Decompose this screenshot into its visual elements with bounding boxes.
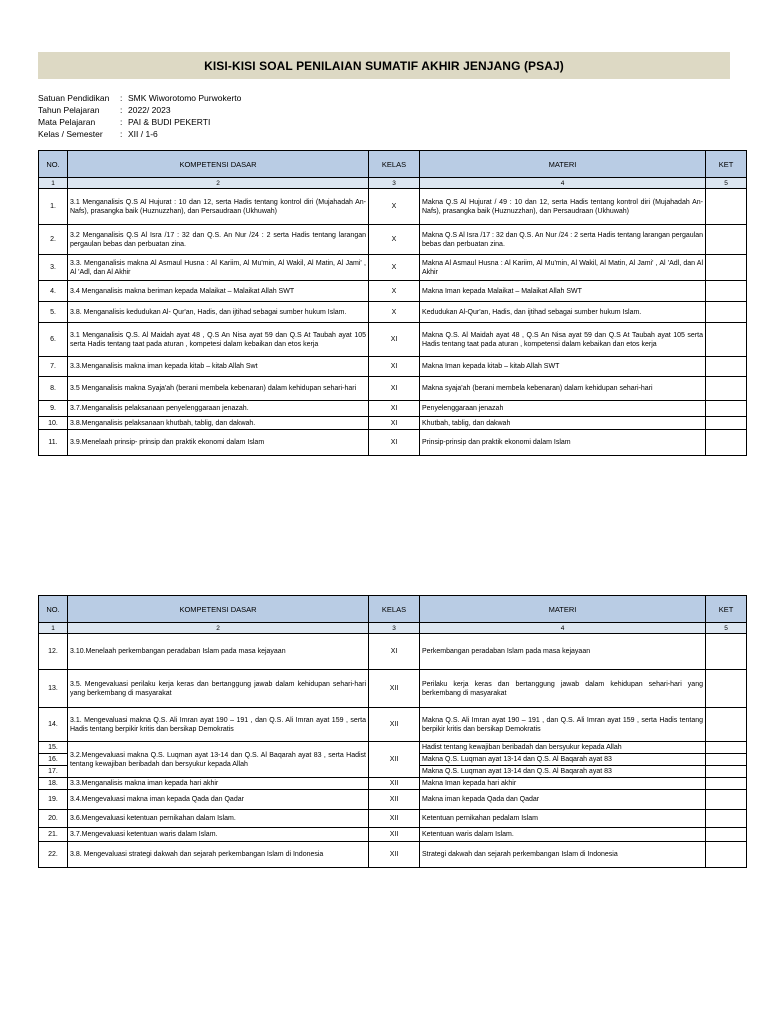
header-materi: MATERI	[420, 151, 706, 178]
column-number: 1	[39, 178, 68, 189]
page-title-text: KISI-KISI SOAL PENILAIAN SUMATIF AKHIR JENJANG (PSAJ)	[204, 58, 564, 73]
row-materi: Perkembangan peradaban Islam pada masa kejayaan	[420, 634, 706, 670]
row-kelas: X	[369, 225, 420, 255]
row-kelas: XI	[369, 323, 420, 357]
meta-value: 2022/ 2023	[128, 105, 171, 115]
column-number: 3	[369, 178, 420, 189]
table-row	[39, 708, 747, 742]
table-row	[39, 790, 747, 810]
row-kelas: X	[369, 281, 420, 302]
column-number: 5	[706, 178, 747, 189]
row-ket	[706, 810, 747, 828]
row-kompetensi-dasar: 3.8. Menganalisis kedudukan Al- Qur'an, Hadis, dan ijtihad sebagai sumber hukum Islam.	[68, 302, 369, 323]
row-kelas: X	[369, 189, 420, 225]
row-materi: Makna Al Asmaul Husna : Al Kariim, Al Mu'min, Al Wakil, Al Matin, Al Jami' , Al 'Adl, dan Al Akhir	[420, 255, 706, 281]
table-row	[39, 255, 747, 281]
row-materi: Makna Iman kepada kitab – kitab Allah SWT	[420, 357, 706, 377]
column-number: 4	[420, 178, 706, 189]
table-row	[39, 670, 747, 708]
row-materi: Makna Q.S. Al Maidah ayat 48 , Q.S An Nisa ayat 59 dan Q.S At Taubah ayat 105 serta Hadis tentang taat pada aturan , kompetensi dalam kebaikan dan etos kerja	[420, 323, 706, 357]
row-ket	[706, 255, 747, 281]
row-kompetensi-dasar: 3.8.Menganalisis pelaksanaan khutbah, tablig, dan dakwah.	[68, 417, 369, 430]
meta-sep: :	[120, 129, 123, 139]
page-title	[38, 52, 730, 79]
row-ket	[706, 189, 747, 225]
row-materi: Makna Iman kepada hari akhir	[420, 778, 706, 790]
row-ket	[706, 778, 747, 790]
header-materi: MATERI	[420, 596, 706, 623]
row-ket	[706, 357, 747, 377]
row-no: 21.	[39, 828, 68, 842]
row-kompetensi-dasar: 3.3. Menganalisis makna Al Asmaul Husna : Al Kariim, Al Mu'min, Al Wakil, Al Matin, Al Jami' , Al 'Adl, dan Al Akhir	[68, 255, 369, 281]
kisi-kisi-table-1	[38, 150, 747, 456]
meta-sep: :	[120, 105, 123, 115]
row-materi: Strategi dakwah dan sejarah perkembangan Islam di Indonesia	[420, 842, 706, 868]
row-kelas: XI	[369, 417, 420, 430]
row-kompetensi-dasar: 3.1. Mengevaluasi makna Q.S. Ali Imran ayat 190 – 191 , dan Q.S. Ali Imran ayat 159 , serta Hadis tentang berpikir kritis dan bersikap Demokratis	[68, 708, 369, 742]
table-row	[39, 810, 747, 828]
row-kelas: XII	[369, 742, 420, 778]
row-kompetensi-dasar: 3.3.Menganalisis makna iman kepada kitab – kitab Allah Swt	[68, 357, 369, 377]
row-ket	[706, 742, 747, 754]
row-kelas: XI	[369, 430, 420, 456]
row-no: 4.	[39, 281, 68, 302]
row-kompetensi-dasar: 3.5. Mengevaluasi perilaku kerja keras dan bertanggung jawab dalam kehidupan sehari-hari yang berkembang di masyarakat	[68, 670, 369, 708]
column-number: 2	[68, 178, 369, 189]
row-kompetensi-dasar: 3.7.Menganalisis pelaksanaan penyelenggaraan jenazah.	[68, 401, 369, 417]
row-no: 22.	[39, 842, 68, 868]
row-kompetensi-dasar: 3.3.Menganalisis makna iman kepada hari akhir	[68, 778, 369, 790]
row-kompetensi-dasar: 3.7.Mengevaluasi ketentuan waris dalam Islam.	[68, 828, 369, 842]
row-kelas: XI	[369, 401, 420, 417]
row-kelas: XI	[369, 634, 420, 670]
row-kompetensi-dasar: 3.6.Mengevaluasi ketentuan pernikahan dalam Islam.	[68, 810, 369, 828]
row-ket	[706, 708, 747, 742]
header-kompetensi-dasar: KOMPETENSI DASAR	[68, 596, 369, 623]
table-row	[39, 828, 747, 842]
row-materi: Makna Q.S. Luqman ayat 13-14 dan Q.S. Al Baqarah ayat 83	[420, 766, 706, 778]
row-no: 3.	[39, 255, 68, 281]
row-materi: Makna Q.S. Ali Imran ayat 190 – 191 , dan Q.S. Ali Imran ayat 159 , serta Hadis tentang berpikir kritis dan bersikap Demokratis	[420, 708, 706, 742]
table-row	[39, 417, 747, 430]
meta-row	[38, 92, 241, 104]
row-ket	[706, 430, 747, 456]
row-no: 20.	[39, 810, 68, 828]
row-kompetensi-dasar: 3.4.Mengevaluasi makna iman kepada Qada dan Qadar	[68, 790, 369, 810]
column-number: 4	[420, 623, 706, 634]
row-ket	[706, 302, 747, 323]
row-no: 1.	[39, 189, 68, 225]
row-materi: Makna syaja'ah (berani membela kebenaran) dalam kehidupan sehari-hari	[420, 377, 706, 401]
row-kelas: XI	[369, 377, 420, 401]
row-no: 13.	[39, 670, 68, 708]
table-header-row	[39, 151, 747, 178]
column-number-row	[39, 178, 747, 189]
row-no: 12.	[39, 634, 68, 670]
row-ket	[706, 828, 747, 842]
table-row	[39, 401, 747, 417]
row-ket	[706, 790, 747, 810]
row-ket	[706, 842, 747, 868]
header-no: NO.	[39, 151, 68, 178]
row-ket	[706, 323, 747, 357]
row-materi: Prinsip-prinsip dan praktik ekonomi dalam Islam	[420, 430, 706, 456]
row-ket	[706, 417, 747, 430]
column-number-row	[39, 623, 747, 634]
row-kelas: X	[369, 302, 420, 323]
column-number: 1	[39, 623, 68, 634]
row-kompetensi-dasar: 3.9.Menelaah prinsip- prinsip dan praktik ekonomi dalam Islam	[68, 430, 369, 456]
header-kelas: KELAS	[369, 596, 420, 623]
table-row	[39, 377, 747, 401]
row-kelas: XII	[369, 842, 420, 868]
meta-value: XII / 1-6	[128, 129, 158, 139]
row-no: 11.	[39, 430, 68, 456]
column-number: 2	[68, 623, 369, 634]
table-row	[39, 357, 747, 377]
meta-row	[38, 116, 241, 128]
row-ket	[706, 634, 747, 670]
row-no: 15.	[39, 742, 68, 754]
row-ket	[706, 377, 747, 401]
table-header-row	[39, 596, 747, 623]
meta-value: PAI & BUDI PEKERTI	[128, 117, 211, 127]
row-kompetensi-dasar: 3.2.Mengevaluasi makna Q.S. Luqman ayat 13-14 dan Q.S. Al Baqarah ayat 83 , serta Hadist tentang kewajiban beribadah dan bersyukur kepada Allah	[68, 742, 369, 778]
kisi-kisi-table-2	[38, 595, 747, 868]
row-kompetensi-dasar: 3.1 Menganalisis Q.S. Al Maidah ayat 48 , Q.S An Nisa ayat 59 dan Q.S At Taubah ayat 105 serta Hadis tentang taat pada aturan , kompetesi dalam kebaikan dan etos kerja	[68, 323, 369, 357]
row-kelas: XII	[369, 828, 420, 842]
row-no: 7.	[39, 357, 68, 377]
row-materi: Ketentuan waris dalam Islam.	[420, 828, 706, 842]
header-no: NO.	[39, 596, 68, 623]
row-no: 6.	[39, 323, 68, 357]
column-number: 5	[706, 623, 747, 634]
row-materi: Ketentuan pernikahan pedalam Islam	[420, 810, 706, 828]
table-row	[39, 189, 747, 225]
header-ket: KET	[706, 151, 747, 178]
row-kelas: XII	[369, 778, 420, 790]
row-ket	[706, 401, 747, 417]
meta-row	[38, 104, 241, 116]
row-no: 5.	[39, 302, 68, 323]
row-materi: Kedudukan Al-Qur'an, Hadis, dan ijtihad sebagai sumber hukum Islam.	[420, 302, 706, 323]
row-no: 18.	[39, 778, 68, 790]
row-kelas: XII	[369, 810, 420, 828]
row-materi: Penyelenggaraan jenazah	[420, 401, 706, 417]
row-ket	[706, 225, 747, 255]
row-kompetensi-dasar: 3.4 Menganalisis makna beriman kepada Malaikat – Malaikat Allah SWT	[68, 281, 369, 302]
row-ket	[706, 281, 747, 302]
row-materi: Perilaku kerja keras dan bertanggung jawab dalam kehidupan sehari-hari yang berkembang di masyarakat	[420, 670, 706, 708]
meta-key: Mata Pelajaran	[38, 117, 96, 127]
row-materi: Makna Q.S Al Isra /17 : 32 dan Q.S. An Nur /24 : 2 serta Hadis tentang larangan pergaulan bebas dan perbuatan zina.	[420, 225, 706, 255]
table-row	[39, 430, 747, 456]
meta-key: Tahun Pelajaran	[38, 105, 100, 115]
row-ket	[706, 754, 747, 766]
row-kelas: XII	[369, 708, 420, 742]
row-materi: Makna Q.S Al Hujurat / 49 : 10 dan 12, serta Hadis tentang kontrol diri (Mujahadah An-Nafs), prasangka baik (Huznuzzhan), dan Persaudraan (Ukhuwah)	[420, 189, 706, 225]
row-kelas: XII	[369, 790, 420, 810]
row-kelas: XII	[369, 670, 420, 708]
meta-sep: :	[120, 93, 123, 103]
row-no: 2.	[39, 225, 68, 255]
meta-key: Satuan Pendidikan	[38, 93, 110, 103]
row-no: 17.	[39, 766, 68, 778]
table-row	[39, 778, 747, 790]
table-row	[39, 634, 747, 670]
row-no: 8.	[39, 377, 68, 401]
meta-sep: :	[120, 117, 123, 127]
header-kompetensi-dasar: KOMPETENSI DASAR	[68, 151, 369, 178]
row-ket	[706, 670, 747, 708]
table-row	[39, 742, 747, 754]
row-materi: Khutbah, tablig, dan dakwah	[420, 417, 706, 430]
row-kelas: XI	[369, 357, 420, 377]
column-number: 3	[369, 623, 420, 634]
table-row	[39, 225, 747, 255]
row-kompetensi-dasar: 3.10.Menelaah perkembangan peradaban Islam pada masa kejayaan	[68, 634, 369, 670]
row-materi: Makna iman kepada Qada dan Qadar	[420, 790, 706, 810]
row-no: 16.	[39, 754, 68, 766]
row-ket	[706, 766, 747, 778]
table-row	[39, 302, 747, 323]
meta-key: Kelas / Semester	[38, 129, 103, 139]
row-no: 14.	[39, 708, 68, 742]
meta-row	[38, 128, 241, 140]
table-row	[39, 323, 747, 357]
table-row	[39, 281, 747, 302]
row-kelas: X	[369, 255, 420, 281]
table-row	[39, 842, 747, 868]
row-no: 10.	[39, 417, 68, 430]
row-materi: Hadist tentang kewajiban beribadah dan bersyukur kepada Allah	[420, 742, 706, 754]
row-kompetensi-dasar: 3.1 Menganalisis Q.S Al Hujurat : 10 dan 12, serta Hadis tentang kontrol diri (Mujahadah An-Nafs), prasangka baik (Huznuzzhan), dan Persaudraan (Ukhuwah)	[68, 189, 369, 225]
row-kompetensi-dasar: 3.8. Mengevaluasi strategi dakwah dan sejarah perkembangan Islam di Indonesia	[68, 842, 369, 868]
row-kompetensi-dasar: 3.5 Menganalisis makna Syaja'ah (berani membela kebenaran) dalam kehidupan sehari-hari	[68, 377, 369, 401]
document-meta	[38, 92, 241, 140]
row-no: 19.	[39, 790, 68, 810]
header-ket: KET	[706, 596, 747, 623]
row-no: 9.	[39, 401, 68, 417]
meta-value: SMK Wiworotomo Purwokerto	[128, 93, 242, 103]
row-materi: Makna Q.S. Luqman ayat 13-14 dan Q.S. Al Baqarah ayat 83	[420, 754, 706, 766]
row-materi: Makna Iman kepada Malaikat – Malaikat Allah SWT	[420, 281, 706, 302]
header-kelas: KELAS	[369, 151, 420, 178]
row-kompetensi-dasar: 3.2 Menganalisis Q.S Al Isra /17 : 32 dan Q.S. An Nur /24 : 2 serta Hadis tentang larangan pergaulan bebas dan perbuatan zina.	[68, 225, 369, 255]
